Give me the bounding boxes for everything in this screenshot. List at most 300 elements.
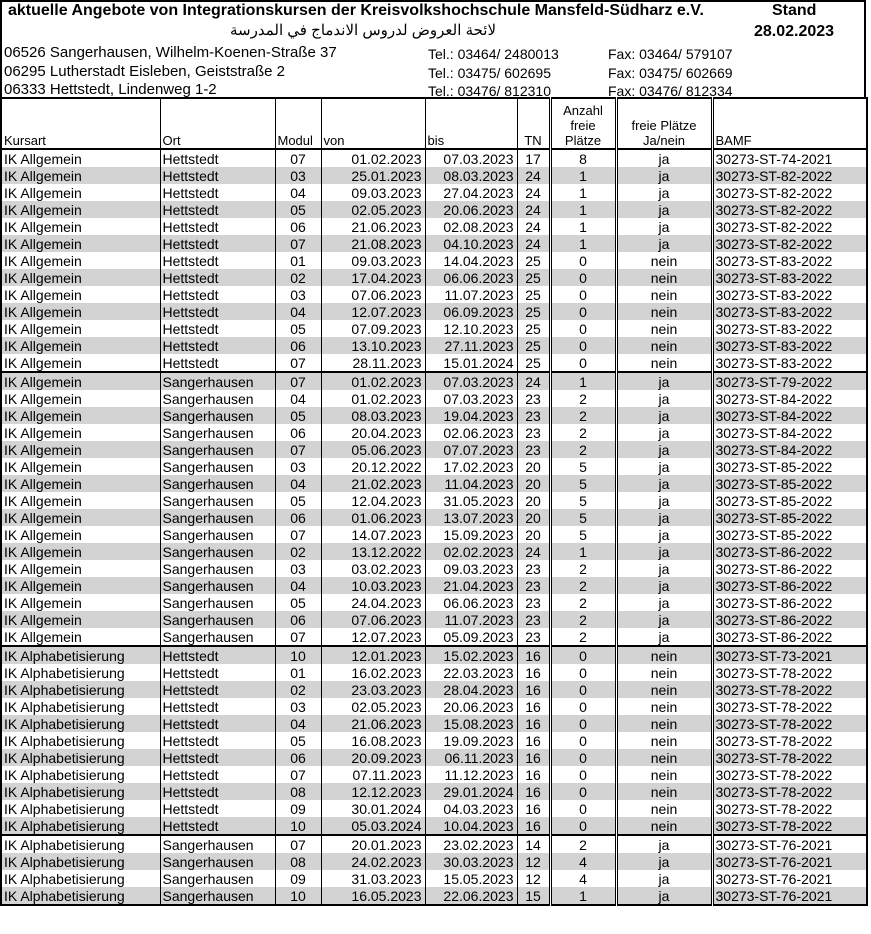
cell-anzahl: 2 [550,441,616,458]
cell-von: 02.05.2023 [321,201,425,218]
cell-anzahl: 0 [550,732,616,749]
fax-sangerhausen: Fax: 03464/ 579107 [608,46,733,62]
table-row [1,286,867,303]
cell-modul: 09 [275,800,321,817]
cell-anzahl: 0 [550,252,616,269]
cell-frei: nein [616,732,712,749]
cell-modul: 06 [275,509,321,526]
cell-bis: 11.12.2023 [425,766,517,783]
table-row [1,320,867,337]
cell-anzahl: 1 [550,372,616,390]
cell-ort: Hettstedt [160,269,275,286]
cell-kursart: IK Allgemein [1,354,160,372]
cell-bamf: 30273-ST-83-2022 [712,337,867,354]
cell-ort: Hettstedt [160,184,275,201]
cell-kursart: IK Allgemein [1,441,160,458]
fax-eisleben: Fax: 03475/ 602669 [608,65,733,81]
address-eisleben: 06295 Lutherstadt Eisleben, Geiststraße 2 [4,63,286,80]
cell-tn: 20 [517,526,550,543]
cell-kursart: IK Alphabetisierung [1,835,160,853]
cell-von: 12.12.2023 [321,783,425,800]
cell-kursart: IK Alphabetisierung [1,646,160,664]
table-body [1,149,867,905]
cell-tn: 23 [517,560,550,577]
cell-bis: 09.03.2023 [425,560,517,577]
cell-modul: 06 [275,218,321,235]
cell-frei: nein [616,303,712,320]
cell-kursart: IK Allgemein [1,475,160,492]
cell-bamf: 30273-ST-83-2022 [712,354,867,372]
cell-anzahl: 1 [550,235,616,252]
table-row [1,167,867,184]
cell-bis: 20.06.2023 [425,698,517,715]
cell-frei: ja [616,611,712,628]
table-row [1,628,867,646]
cell-anzahl: 2 [550,577,616,594]
cell-bis: 17.02.2023 [425,458,517,475]
cell-kursart: IK Alphabetisierung [1,698,160,715]
cell-modul: 02 [275,543,321,560]
table-row [1,732,867,749]
cell-von: 12.04.2023 [321,492,425,509]
cell-modul: 03 [275,698,321,715]
table-row [1,835,867,853]
cell-von: 24.02.2023 [321,853,425,870]
cell-ort: Hettstedt [160,286,275,303]
table-row [1,458,867,475]
cell-tn: 16 [517,817,550,835]
cell-bis: 06.06.2023 [425,594,517,611]
cell-modul: 05 [275,407,321,424]
cell-kursart: IK Allgemein [1,543,160,560]
cell-bamf: 30273-ST-84-2022 [712,407,867,424]
cell-tn: 24 [517,235,550,252]
cell-bamf: 30273-ST-83-2022 [712,269,867,286]
table-row [1,407,867,424]
cell-anzahl: 2 [550,611,616,628]
cell-modul: 07 [275,628,321,646]
table-row [1,390,867,407]
table-row [1,441,867,458]
cell-modul: 03 [275,286,321,303]
cell-ort: Hettstedt [160,766,275,783]
cell-bis: 12.10.2023 [425,320,517,337]
cell-ort: Hettstedt [160,218,275,235]
cell-bamf: 30273-ST-84-2022 [712,390,867,407]
cell-ort: Hettstedt [160,732,275,749]
cell-bis: 21.04.2023 [425,577,517,594]
cell-kursart: IK Allgemein [1,269,160,286]
cell-ort: Sangerhausen [160,543,275,560]
cell-tn: 23 [517,577,550,594]
cell-bamf: 30273-ST-85-2022 [712,458,867,475]
cell-bis: 06.09.2023 [425,303,517,320]
table-row [1,560,867,577]
table-row [1,184,867,201]
table-row [1,475,867,492]
cell-tn: 23 [517,390,550,407]
col-kursart: Kursart [1,98,160,149]
cell-modul: 04 [275,390,321,407]
cell-modul: 04 [275,475,321,492]
cell-kursart: IK Allgemein [1,577,160,594]
cell-tn: 15 [517,887,550,905]
cell-tn: 24 [517,167,550,184]
cell-anzahl: 1 [550,201,616,218]
cell-ort: Hettstedt [160,664,275,681]
cell-ort: Sangerhausen [160,887,275,905]
cell-tn: 16 [517,732,550,749]
cell-kursart: IK Allgemein [1,235,160,252]
cell-kursart: IK Alphabetisierung [1,749,160,766]
cell-modul: 04 [275,303,321,320]
cell-frei: ja [616,853,712,870]
cell-ort: Hettstedt [160,235,275,252]
tel-hettstedt: Tel.: 03476/ 812310 [428,83,551,99]
cell-von: 01.02.2023 [321,372,425,390]
cell-anzahl: 2 [550,628,616,646]
cell-bamf: 30273-ST-85-2022 [712,492,867,509]
cell-ort: Sangerhausen [160,560,275,577]
cell-bis: 15.09.2023 [425,526,517,543]
cell-frei: ja [616,218,712,235]
cell-modul: 06 [275,749,321,766]
cell-bis: 19.09.2023 [425,732,517,749]
cell-ort: Hettstedt [160,167,275,184]
cell-tn: 24 [517,201,550,218]
cell-von: 23.03.2023 [321,681,425,698]
cell-bamf: 30273-ST-82-2022 [712,218,867,235]
cell-von: 16.08.2023 [321,732,425,749]
cell-bamf: 30273-ST-86-2022 [712,560,867,577]
cell-tn: 23 [517,628,550,646]
cell-frei: nein [616,664,712,681]
table-header-row [1,98,867,149]
table-row [1,800,867,817]
cell-bamf: 30273-ST-86-2022 [712,543,867,560]
cell-tn: 16 [517,800,550,817]
cell-tn: 16 [517,766,550,783]
tel-sangerhausen: Tel.: 03464/ 2480013 [428,46,559,62]
cell-bis: 15.08.2023 [425,715,517,732]
cell-modul: 03 [275,458,321,475]
col-bis: bis [425,98,517,149]
cell-tn: 23 [517,407,550,424]
sheet-title: aktuelle Angebote von Integrationskursen der Kreisvolkshochschule Mansfeld-Südharz e.V. [8,2,704,19]
address-hettstedt: 06333 Hettstedt, Lindenweg 1-2 [4,81,217,98]
cell-bamf: 30273-ST-73-2021 [712,646,867,664]
cell-bis: 31.05.2023 [425,492,517,509]
cell-anzahl: 5 [550,475,616,492]
fax-hettstedt: Fax: 03476/ 812334 [608,83,733,99]
cell-bis: 15.05.2023 [425,870,517,887]
cell-bamf: 30273-ST-82-2022 [712,184,867,201]
cell-von: 21.06.2023 [321,218,425,235]
cell-bis: 04.10.2023 [425,235,517,252]
cell-von: 13.12.2022 [321,543,425,560]
cell-frei: nein [616,269,712,286]
cell-bamf: 30273-ST-79-2022 [712,372,867,390]
col-ort: Ort [160,98,275,149]
table-row [1,337,867,354]
cell-von: 05.06.2023 [321,441,425,458]
cell-tn: 25 [517,269,550,286]
cell-bis: 30.03.2023 [425,853,517,870]
cell-anzahl: 1 [550,887,616,905]
cell-anzahl: 0 [550,766,616,783]
cell-von: 31.03.2023 [321,870,425,887]
cell-ort: Hettstedt [160,715,275,732]
cell-von: 05.03.2024 [321,817,425,835]
cell-von: 21.08.2023 [321,235,425,252]
cell-tn: 14 [517,835,550,853]
cell-bis: 23.02.2023 [425,835,517,853]
cell-bis: 28.04.2023 [425,681,517,698]
cell-von: 12.07.2023 [321,628,425,646]
cell-frei: ja [616,390,712,407]
cell-bamf: 30273-ST-86-2022 [712,628,867,646]
cell-kursart: IK Allgemein [1,509,160,526]
cell-ort: Sangerhausen [160,492,275,509]
cell-ort: Sangerhausen [160,475,275,492]
table-row [1,817,867,835]
cell-frei: ja [616,458,712,475]
cell-tn: 20 [517,475,550,492]
cell-frei: ja [616,594,712,611]
cell-tn: 25 [517,252,550,269]
cell-anzahl: 5 [550,509,616,526]
cell-bis: 11.04.2023 [425,475,517,492]
cell-bis: 04.03.2023 [425,800,517,817]
table-row [1,372,867,390]
cell-anzahl: 2 [550,407,616,424]
cell-von: 10.03.2023 [321,577,425,594]
cell-bis: 27.04.2023 [425,184,517,201]
cell-kursart: IK Allgemein [1,390,160,407]
cell-anzahl: 2 [550,424,616,441]
cell-kursart: IK Allgemein [1,303,160,320]
cell-von: 01.02.2023 [321,149,425,167]
cell-frei: ja [616,526,712,543]
cell-ort: Sangerhausen [160,509,275,526]
cell-modul: 10 [275,887,321,905]
col-frei-line2: Ja/nein [643,133,685,148]
cell-frei: nein [616,715,712,732]
cell-von: 20.09.2023 [321,749,425,766]
col-anzahl-line1: Anzahl [563,103,603,118]
cell-anzahl: 4 [550,853,616,870]
cell-frei: ja [616,577,712,594]
cell-frei: ja [616,543,712,560]
cell-bis: 22.03.2023 [425,664,517,681]
cell-ort: Hettstedt [160,354,275,372]
cell-modul: 08 [275,853,321,870]
cell-ort: Sangerhausen [160,870,275,887]
cell-tn: 20 [517,492,550,509]
cell-anzahl: 1 [550,167,616,184]
cell-von: 21.06.2023 [321,715,425,732]
cell-anzahl: 0 [550,817,616,835]
cell-kursart: IK Allgemein [1,628,160,646]
cell-ort: Sangerhausen [160,835,275,853]
cell-von: 12.07.2023 [321,303,425,320]
cell-anzahl: 0 [550,286,616,303]
cell-modul: 06 [275,337,321,354]
cell-frei: nein [616,698,712,715]
cell-von: 17.04.2023 [321,269,425,286]
cell-frei: nein [616,800,712,817]
cell-kursart: IK Allgemein [1,184,160,201]
col-anzahl-line3: Plätze [564,133,602,148]
cell-tn: 16 [517,749,550,766]
col-tn: TN [517,98,550,149]
cell-kursart: IK Allgemein [1,560,160,577]
cell-anzahl: 0 [550,698,616,715]
arabic-subtitle: لائحة العروض لدروس الاندماج في المدرسة [230,22,497,39]
cell-kursart: IK Allgemein [1,320,160,337]
cell-ort: Sangerhausen [160,628,275,646]
course-table [0,97,868,906]
cell-bis: 22.06.2023 [425,887,517,905]
cell-bamf: 30273-ST-76-2021 [712,835,867,853]
cell-bamf: 30273-ST-86-2022 [712,611,867,628]
cell-frei: nein [616,681,712,698]
cell-bamf: 30273-ST-78-2022 [712,749,867,766]
cell-anzahl: 8 [550,149,616,167]
cell-tn: 16 [517,646,550,664]
table-row [1,664,867,681]
cell-anzahl: 0 [550,664,616,681]
cell-ort: Hettstedt [160,320,275,337]
cell-von: 07.06.2023 [321,286,425,303]
cell-von: 30.01.2024 [321,800,425,817]
cell-anzahl: 2 [550,560,616,577]
cell-bamf: 30273-ST-84-2022 [712,424,867,441]
cell-kursart: IK Allgemein [1,372,160,390]
cell-modul: 10 [275,646,321,664]
cell-von: 12.01.2023 [321,646,425,664]
cell-bis: 15.02.2023 [425,646,517,664]
cell-kursart: IK Allgemein [1,492,160,509]
cell-bamf: 30273-ST-78-2022 [712,698,867,715]
cell-tn: 25 [517,337,550,354]
cell-von: 14.07.2023 [321,526,425,543]
cell-frei: ja [616,372,712,390]
table-row [1,853,867,870]
cell-von: 24.04.2023 [321,594,425,611]
cell-ort: Hettstedt [160,337,275,354]
cell-tn: 17 [517,149,550,167]
cell-modul: 03 [275,167,321,184]
cell-kursart: IK Alphabetisierung [1,817,160,835]
cell-bis: 05.09.2023 [425,628,517,646]
cell-modul: 07 [275,149,321,167]
cell-von: 01.02.2023 [321,390,425,407]
cell-anzahl: 0 [550,681,616,698]
cell-bis: 07.03.2023 [425,149,517,167]
cell-anzahl: 1 [550,184,616,201]
cell-frei: ja [616,167,712,184]
table-row [1,646,867,664]
table-row [1,201,867,218]
cell-frei: nein [616,749,712,766]
cell-frei: ja [616,560,712,577]
cell-modul: 08 [275,783,321,800]
cell-bamf: 30273-ST-84-2022 [712,441,867,458]
cell-kursart: IK Allgemein [1,458,160,475]
sheet-header [0,0,866,97]
cell-bamf: 30273-ST-86-2022 [712,577,867,594]
cell-tn: 25 [517,354,550,372]
cell-kursart: IK Allgemein [1,407,160,424]
cell-anzahl: 0 [550,800,616,817]
cell-kursart: IK Allgemein [1,218,160,235]
address-sangerhausen: 06526 Sangerhausen, Wilhelm-Koenen-Straße 37 [4,44,337,61]
cell-bis: 29.01.2024 [425,783,517,800]
cell-modul: 05 [275,594,321,611]
cell-anzahl: 2 [550,390,616,407]
cell-frei: nein [616,286,712,303]
cell-anzahl: 0 [550,269,616,286]
cell-ort: Hettstedt [160,783,275,800]
cell-tn: 20 [517,509,550,526]
cell-modul: 07 [275,766,321,783]
cell-ort: Sangerhausen [160,372,275,390]
cell-modul: 01 [275,252,321,269]
cell-tn: 25 [517,303,550,320]
cell-tn: 25 [517,320,550,337]
cell-tn: 16 [517,698,550,715]
cell-kursart: IK Allgemein [1,286,160,303]
cell-bamf: 30273-ST-82-2022 [712,201,867,218]
cell-bis: 06.11.2023 [425,749,517,766]
table-row [1,252,867,269]
cell-anzahl: 1 [550,543,616,560]
table-row [1,749,867,766]
cell-frei: ja [616,441,712,458]
cell-kursart: IK Alphabetisierung [1,664,160,681]
cell-modul: 05 [275,492,321,509]
cell-bamf: 30273-ST-78-2022 [712,783,867,800]
cell-bis: 08.03.2023 [425,167,517,184]
cell-tn: 23 [517,441,550,458]
cell-modul: 04 [275,715,321,732]
cell-anzahl: 1 [550,218,616,235]
cell-modul: 07 [275,354,321,372]
cell-kursart: IK Allgemein [1,594,160,611]
cell-kursart: IK Alphabetisierung [1,732,160,749]
cell-bis: 11.07.2023 [425,286,517,303]
cell-tn: 12 [517,853,550,870]
cell-frei: ja [616,870,712,887]
table-row [1,870,867,887]
cell-kursart: IK Alphabetisierung [1,800,160,817]
table-row [1,526,867,543]
cell-tn: 24 [517,218,550,235]
cell-von: 07.09.2023 [321,320,425,337]
cell-modul: 06 [275,424,321,441]
cell-frei: nein [616,783,712,800]
cell-anzahl: 5 [550,526,616,543]
table-row [1,783,867,800]
cell-bamf: 30273-ST-83-2022 [712,252,867,269]
cell-frei: ja [616,235,712,252]
cell-ort: Hettstedt [160,800,275,817]
table-row [1,424,867,441]
stand-label: Stand [772,2,817,19]
cell-frei: ja [616,887,712,905]
cell-tn: 24 [517,184,550,201]
